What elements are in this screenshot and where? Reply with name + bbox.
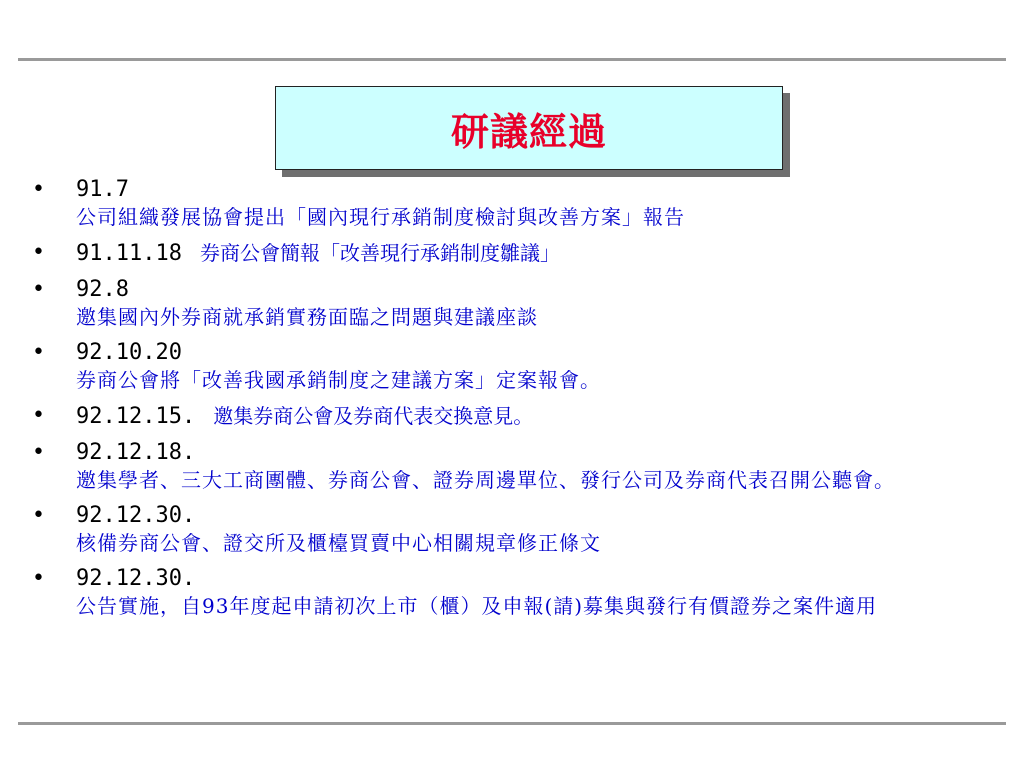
title-box bbox=[275, 86, 783, 170]
item-description: 公司組織發展協會提出「國內現行承銷制度檢討與改善方案」報告 bbox=[76, 205, 685, 229]
item-date: 92.12.30. bbox=[76, 503, 196, 528]
top-divider bbox=[18, 58, 1006, 61]
item-date: 92.10.20 bbox=[76, 340, 182, 365]
item-date: 91.7 bbox=[76, 177, 129, 202]
list-item bbox=[32, 502, 972, 557]
item-description: 券商公會將「改善我國承銷制度之建議方案」定案報會。 bbox=[76, 368, 601, 392]
item-description: 邀集券商公會及券商代表交換意見。 bbox=[213, 404, 534, 428]
page-title: 研議經過 bbox=[450, 108, 607, 154]
item-description: 邀集學者、三大工商團體、券商公會、證券周邊單位、發行公司及券商代表召開公聽會。 bbox=[76, 468, 895, 492]
bottom-divider bbox=[18, 722, 1006, 725]
item-description: 公告實施，自93年度起申請初次上市（櫃）及申報(請)募集與發行有價證券之案件適用 bbox=[76, 594, 878, 618]
item-description: 券商公會簡報「改善現行承銷制度雛議」 bbox=[199, 241, 560, 265]
item-description: 邀集國內外券商就承銷實務面臨之問題與建議座談 bbox=[76, 305, 538, 329]
timeline-list bbox=[32, 176, 972, 628]
item-description: 核備券商公會、證交所及櫃檯買賣中心相關規章修正條文 bbox=[76, 531, 601, 555]
item-date: 92.12.15. bbox=[76, 404, 196, 429]
list-item bbox=[32, 439, 972, 494]
bullet-icon: • bbox=[32, 340, 45, 365]
list-item bbox=[32, 565, 972, 620]
list-item bbox=[32, 239, 972, 268]
bullet-icon: • bbox=[32, 503, 45, 528]
bullet-icon: • bbox=[32, 403, 45, 428]
item-date: 91.11.18 bbox=[76, 241, 182, 266]
item-date: 92.12.18. bbox=[76, 440, 196, 465]
item-date: 92.12.30. bbox=[76, 566, 196, 591]
item-date: 92.8 bbox=[76, 277, 129, 302]
bullet-icon: • bbox=[32, 440, 45, 465]
bullet-icon: • bbox=[32, 566, 45, 591]
list-item bbox=[32, 176, 972, 231]
list-item bbox=[32, 276, 972, 331]
bullet-icon: • bbox=[32, 277, 45, 302]
list-item bbox=[32, 339, 972, 394]
list-item bbox=[32, 402, 972, 431]
bullet-icon: • bbox=[32, 177, 45, 202]
bullet-icon: • bbox=[32, 240, 45, 265]
